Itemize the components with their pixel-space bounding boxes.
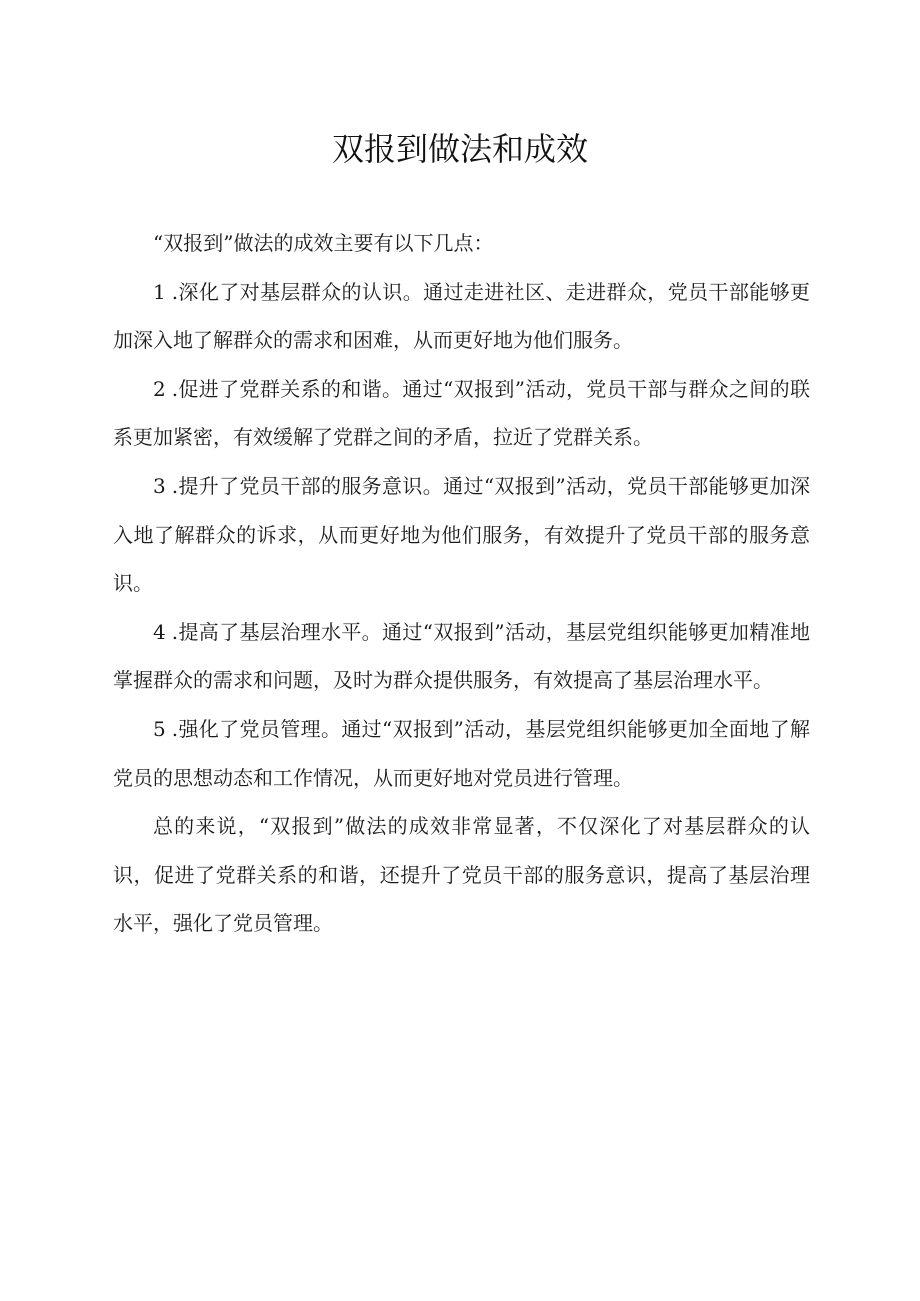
point-paragraph-1	[113, 268, 810, 365]
point-paragraph-3	[113, 462, 810, 608]
point-number: 2	[153, 376, 166, 401]
point-number: 3	[153, 473, 166, 498]
point-text: .促进了党群关系的和谐。通过“双报到”活动，党员干部与群众之间的联系更加紧密，有效缓解了党群之间的矛盾，拉近了党群关系。	[113, 376, 810, 450]
point-number: 5	[153, 716, 166, 741]
point-paragraph-4	[113, 608, 810, 705]
point-text: .深化了对基层群众的认识。通过走进社区、走进群众，党员干部能够更加深入地了解群众的需求和困难，从而更好地为他们服务。	[113, 279, 810, 353]
point-number: 4	[153, 619, 166, 644]
point-text: .提高了基层治理水平。通过“双报到”活动，基层党组织能够更加精准地掌握群众的需求和问题，及时为群众提供服务，有效提高了基层治理水平。	[113, 619, 810, 693]
document-body	[113, 219, 810, 948]
intro-paragraph: “双报到”做法的成效主要有以下几点：	[153, 231, 494, 255]
point-text: .提升了党员干部的服务意识。通过“双报到”活动，党员干部能够更加深入地了解群众的诉求，从而更好地为他们服务，有效提升了党员干部的服务意识。	[113, 473, 810, 596]
point-paragraph-2	[113, 365, 810, 462]
point-text: .强化了党员管理。通过“双报到”活动，基层党组织能够更加全面地了解党员的思想动态和工作情况，从而更好地对党员进行管理。	[113, 716, 810, 790]
document-title: 双报到做法和成效	[331, 130, 588, 168]
point-paragraph-5	[113, 705, 810, 802]
point-number: 1	[153, 279, 166, 304]
conclusion-paragraph: 总的来说，“双报到”做法的成效非常显著，不仅深化了对基层群众的认识，促进了党群关系的和谐，还提升了党员干部的服务意识，提高了基层治理水平，强化了党员管理。	[113, 814, 810, 936]
